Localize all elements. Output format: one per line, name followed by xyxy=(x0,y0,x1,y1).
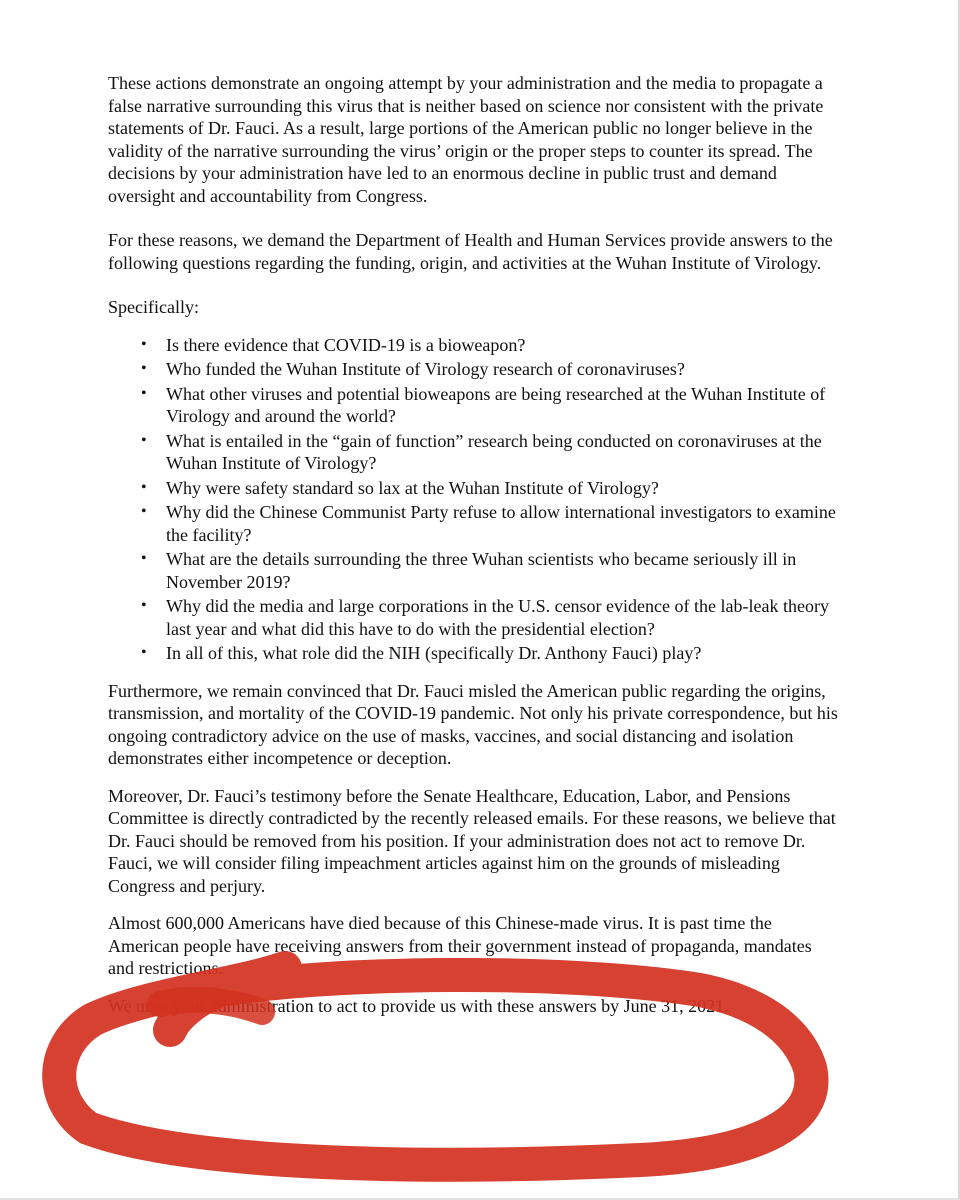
question-item xyxy=(108,642,838,665)
paragraph-fauci-misled: Furthermore, we remain convinced that Dr. Fauci misled the American public regarding the origins, transmission, and mortality of the COVID-19 pandemic. Not only his private correspondence, but his ongoing contradictory advice on the use of masks, vaccines, and social distancing and isolation demonstrates either incompetence or deception. xyxy=(108,680,838,768)
paragraph-urge: We urge your administration to act to provide us with these answers by June 31, 2021. xyxy=(108,995,729,1016)
question-text: Why did the media and large corporations in the U.S. censor evidence of the lab-leak theory last year and what did this have to do with the presidential election? xyxy=(166,596,829,639)
paragraph-deaths: Almost 600,000 Americans have died because of this Chinese-made virus. It is past time the American people have receiving answers from their government instead of propaganda, mandates and restrictions. xyxy=(108,913,812,978)
bullet-icon: • xyxy=(141,360,147,377)
question-item xyxy=(108,358,838,381)
question-item xyxy=(108,477,838,500)
paragraph-testimony: Moreover, Dr. Fauci’s testimony before the Senate Healthcare, Education, Labor, and Pensions Committee is directly contradicted by the recently released emails. For these reasons, we believe that Dr. Fauci should be removed from his position. If your administration does not act to remove Dr. Fauci, we will consider filing impeachment articles against him on the grounds of misleading Congress and perjury. xyxy=(108,785,836,896)
question-text: What is entailed in the “gain of function” research being conducted on coronaviruses at the Wuhan Institute of Virology? xyxy=(166,430,822,473)
question-item xyxy=(108,430,838,475)
question-text: Why did the Chinese Communist Party refuse to allow international investigators to examine the facility? xyxy=(166,502,836,545)
bullet-icon: • xyxy=(141,335,147,353)
question-text: Is there evidence that COVID-19 is a bioweapon? xyxy=(166,334,526,355)
question-item xyxy=(108,501,838,546)
bullet-icon: • xyxy=(141,384,147,402)
bullet-icon: • xyxy=(141,597,147,614)
bullet-icon: • xyxy=(141,503,147,520)
question-item xyxy=(108,548,838,593)
bullet-icon: • xyxy=(141,644,147,661)
letter-body xyxy=(108,72,838,1017)
question-item xyxy=(108,383,838,428)
question-text: What other viruses and potential bioweapons are being researched at the Wuhan Institute of Virology and around the world? xyxy=(166,383,826,426)
question-item xyxy=(108,334,838,357)
paragraph-demand: For these reasons, we demand the Department of Health and Human Services provide answers to the following questions regarding the funding, origin, and activities at the Wuhan Institute of Virology. xyxy=(108,230,833,273)
bullet-icon: • xyxy=(141,478,147,496)
question-text: What are the details surrounding the three Wuhan scientists who became seriously ill in November 2019? xyxy=(166,549,797,592)
question-text: Why were safety standard so lax at the Wuhan Institute of Virology? xyxy=(166,477,659,498)
questions-list xyxy=(108,334,838,665)
specifically-label: Specifically: xyxy=(108,297,199,317)
question-text: Who funded the Wuhan Institute of Virology research of coronaviruses? xyxy=(166,359,685,379)
question-item xyxy=(108,595,838,640)
paragraph-narrative: These actions demonstrate an ongoing attempt by your administration and the media to propagate a false narrative surrounding this virus that is neither based on science nor consistent with the private statements of Dr. Fauci. As a result, large portions of the American public no longer believe in the validity of the narrative surrounding the virus’ origin or the proper steps to counter its spread. The decisions by your administration have led to an enormous decline in public trust and demand oversight and accountability from Congress. xyxy=(108,73,824,206)
bullet-icon: • xyxy=(141,550,147,567)
bullet-icon: • xyxy=(141,431,147,449)
question-text: In all of this, what role did the NIH (specifically Dr. Anthony Fauci) play? xyxy=(166,643,702,663)
